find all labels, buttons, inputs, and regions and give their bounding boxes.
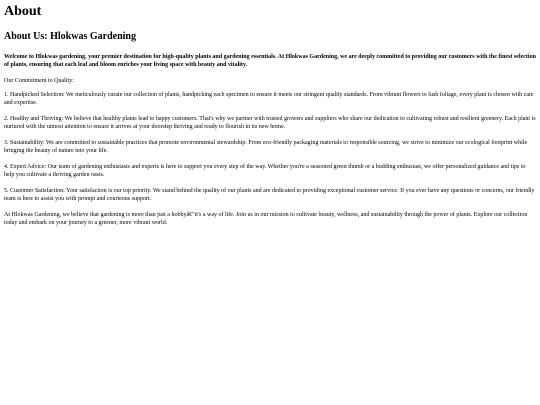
- about-content: [4, 53, 536, 227]
- closing-paragraph: At Hlokwas Gardening, we believe that gardening is more than just a hobbyâ€"it's a way of life. Join us in our mission to cultivate beauty, wellness, and sustainability through the power of plants. Explore our collection today and embark on your journey to a greener, more vibrant world.: [4, 212, 528, 226]
- commitment-item-sustainability: 3. Sustainability: We are committed to sustainable practices that promote environmental stewardship. From eco-friendly packaging materials to responsible sourcing, we strive to minimize our ecological footprint while bringing the beauty of nature into your life.: [4, 140, 528, 154]
- commitment-item-handpicked: 1. Handpicked Selection: We meticulously curate our collection of plants, handpicking each specimen to ensure it meets our stringent quality standards. From vibrant flowers to lush foliage, every plant is chosen with care and expertise.: [4, 92, 534, 106]
- commitment-label: Our Commitment to Quality:: [4, 78, 74, 84]
- intro-paragraph: Welcome to Hlokwas gardening, your premier destination for high-quality plants and gardening essentials. At Hlokwas Gardening, we are deeply committed to providing our customers with the finest selection of plants, ensuring that each leaf and bloom enriches your living space with beauty and vitality.: [4, 54, 536, 68]
- section-heading: About Us: Hlokwas Gardening: [4, 31, 136, 42]
- commitment-item-satisfaction: 5. Customer Satisfaction: Your satisfaction is our top priority. We stand behind the quality of our plants and are dedicated to providing exceptional customer service. If you ever have any questions or concerns, our friendly team is here to assist you with prompt and courteous support.: [4, 188, 535, 202]
- commitment-item-expert-advice: 4. Expert Advice: Our team of gardening enthusiasts and experts is here to support you every step of the way. Whether you're a seasoned green thumb or a budding enthusiast, we offer personalized guidance and tips to help you cultivate a thriving garden oasis.: [4, 164, 526, 178]
- page-title: About: [4, 4, 42, 19]
- commitment-item-healthy: 2. Healthy and Thriving: We believe that healthy plants lead to happy customers. That's why we partner with trusted growers and suppliers who share our dedication to cultivating robust and resilient greenery. Each plant is nurtured with the utmost attention to ensure it arrives at your doorstep thriving and ready to flourish in its new home.: [4, 116, 536, 130]
